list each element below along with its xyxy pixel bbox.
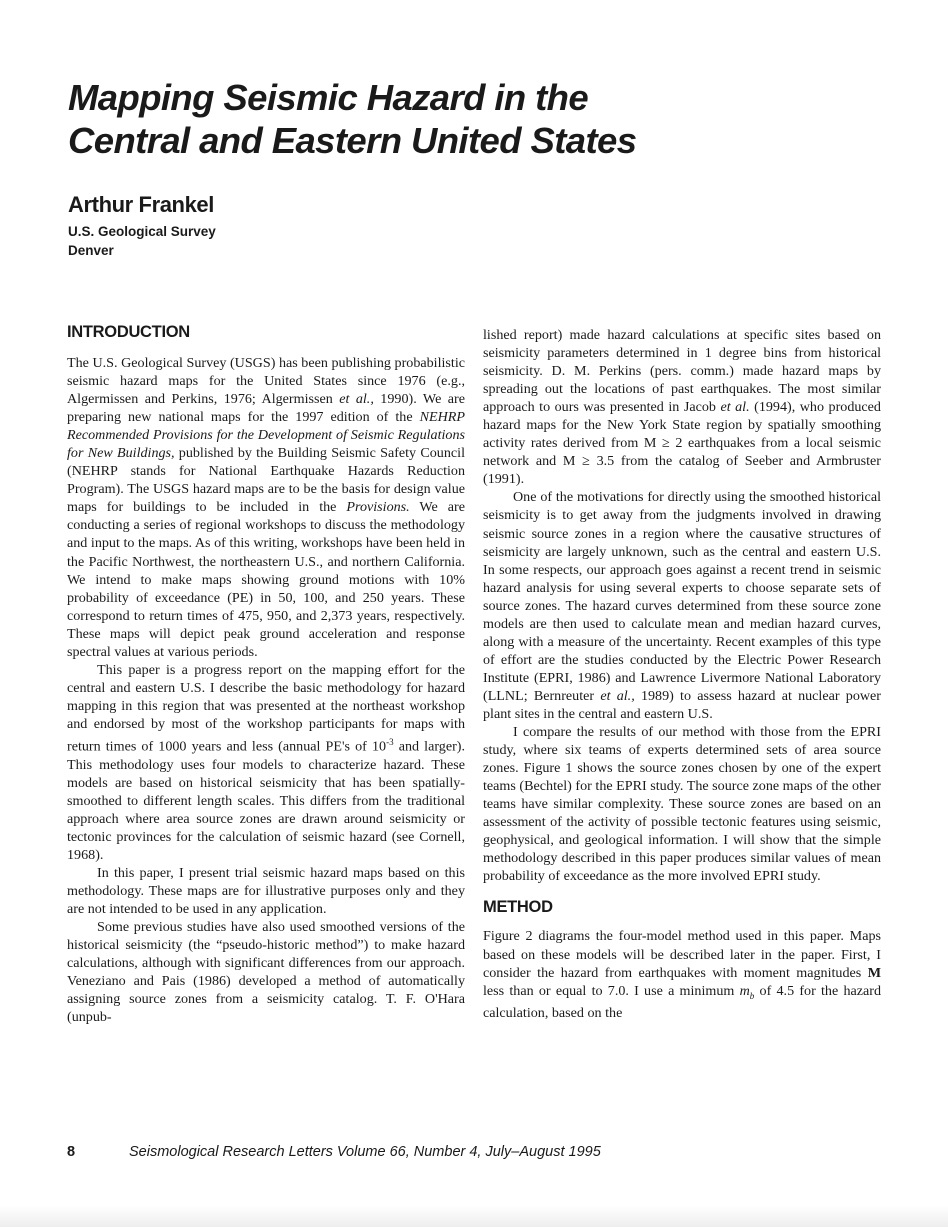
- page-number: 8: [67, 1144, 76, 1160]
- journal-citation: Seismological Research Letters Volume 66, Number 4, July–August 1995: [129, 1144, 601, 1160]
- text-run-italic: et al.: [720, 399, 750, 416]
- intro-paragraph-4: Some previous studies have also used smoothed versions of the historical seismicity (the “pseudo-historic method”) to make hazard calculations, although with significant differences from our approach. Veneziano and Pais (1986) developed a method of automatically assigning source zones from a seismicity catalog. T. F. O'Hara (unpub-: [67, 919, 465, 1026]
- text-run-italic: Provisions.: [346, 499, 410, 516]
- text-run-italic: et al.,: [600, 687, 635, 704]
- title-line-1: Mapping Seismic Hazard in the: [68, 77, 589, 118]
- text-run: published by the Building Seismic Safety Council (NEHRP stands for National Earthquake Hazards Reduction Program). The USGS hazard maps are to be the basis for design value maps for buildings to be included in the: [67, 445, 465, 516]
- text-run: of 4.5 for the hazard calculation, based on the: [483, 982, 881, 1022]
- intro-paragraph-3: In this paper, I present trial seismic hazard maps based on this methodology. These maps are for illustrative purposes only and they are not intended to be used in any application.: [67, 865, 465, 918]
- title-line-2: Central and Eastern United States: [68, 120, 637, 161]
- text-run: lished report) made hazard calculations at specific sites based on seismicity parameters determined in 1 degree bins from historical seismicity. D. M. Perkins (pers. comm.) made hazard maps by spreading out the locations of past earthquakes. The most similar approach to ours was presented in Jacob: [483, 327, 881, 416]
- text-run-italic: et al.,: [339, 391, 374, 408]
- introduction-heading: INTRODUCTION: [67, 323, 190, 341]
- text-run-bold: M: [867, 964, 881, 981]
- text-run-italic: m: [739, 982, 750, 999]
- method-heading: METHOD: [483, 898, 553, 917]
- text-run: and larger). This methodology uses four models to characterize hazard. These models are based on historical seismicity that has been spatially-smoothed to different length scales. This differs from the traditional approach where area source zones are drawn around seismicity or tectonic provinces for the calculation of seismic hazard (see Cornell, 1968).: [67, 738, 466, 863]
- page-bottom-shadow: [0, 1205, 948, 1227]
- method-paragraph-1: [483, 927, 881, 1022]
- text-run-italic: NEHRP Recommended Provisions for the Development of Seismic Regulations for New Buildings,: [67, 409, 465, 462]
- affiliation-city: Denver: [68, 243, 114, 258]
- text-run: The U.S. Geological Survey (USGS) has been publishing probabilistic seismic hazard maps for the United States since 1976 (e.g., Algermissen and Perkins, 1976; Algermissen: [67, 355, 465, 408]
- affiliation-org: U.S. Geological Survey: [68, 224, 216, 239]
- text-run: One of the motivations for directly using the smoothed historical seismicity is to get away from the judgments involved in drawing seismic source zones in a region where the causative structures of seismicity are largely unknown, such as the central and eastern U.S. In some respects, our approach goes against a recent trend in seismic hazard analysis for using several experts to choose separate sets of source zones. The hazard curves determined from these source zone models are then used to calculate mean and median hazard curves, along with a measure of the uncertainty. Recent examples of this type of effort are the studies conducted by the Electric Power Research Institute (EPRI, 1986) and Lawrence Livermore National Laboratory (LLNL; Bernreuter: [483, 489, 881, 704]
- text-run: This paper is a progress report on the mapping effort for the central and eastern U.S. I describe the basic methodology for hazard mapping in this region that was presented at the northeast workshop and endorsed by most of the workshop participants for maps with return times of 1000 years and less (annual PE's of 10: [67, 661, 465, 755]
- text-run: 1989) to assess hazard at nuclear power plant sites in the central and eastern U.S.: [483, 687, 881, 722]
- intro-paragraph-1: [67, 354, 465, 661]
- article-title: [68, 76, 888, 162]
- right-column: [483, 326, 881, 1023]
- subscript: b: [749, 990, 755, 1001]
- text-run: (1994), who produced hazard maps for the New York State region by spatially smoothing activity rates derived from M ≥ 2 earthquakes from a local seismic network and M ≥ 3.5 from the catalog of Seeber and Armbruster (1991).: [483, 399, 881, 488]
- intro-paragraph-2: [67, 661, 465, 864]
- author-name: Arthur Frankel: [68, 192, 214, 217]
- text-run: 1990). We are preparing new national maps for the 1997 edition of the: [67, 391, 465, 426]
- text-run: Figure 2 diagrams the four-model method used in this paper. Maps based on these models will be described later in the paper. First, I consider the hazard from earthquakes with moment magnitudes: [483, 928, 881, 981]
- superscript: -3: [386, 736, 394, 747]
- page-footer: [67, 1144, 887, 1160]
- text-run: We are conducting a series of regional workshops to discuss the methodology and input to the maps. As of this writing, workshops have been held in the Pacific Northwest, the northeastern U.S., and northern California. We intend to make maps showing ground motions with 10% probability of exceedance (PE) in 50, 100, and 250 years. These correspond to return times of 475, 950, and 2,373 years, respectively. These maps will depict peak ground acceleration and response spectral values at various periods.: [67, 499, 465, 660]
- text-run: less than or equal to 7.0. I use a minimum: [483, 982, 740, 999]
- intro-paragraph-7: I compare the results of our method with those from the EPRI study, where six teams of experts determined sets of area source zones. Figure 1 shows the source zones chosen by one of the expert teams (Bechtel) for the EPRI study. The source zone maps of the other teams have similar complexity. These source zones are based on an assessment of the activity of possible tectonic features using seismic, geophysical, and geological information. I will show that the simple methodology described in this paper produces similar values of mean probability of exceedance as the more involved EPRI study.: [483, 724, 881, 885]
- left-column: [67, 322, 465, 1026]
- author-affiliation: [68, 222, 216, 260]
- intro-paragraph-5: [483, 326, 881, 488]
- intro-paragraph-6: [483, 488, 881, 723]
